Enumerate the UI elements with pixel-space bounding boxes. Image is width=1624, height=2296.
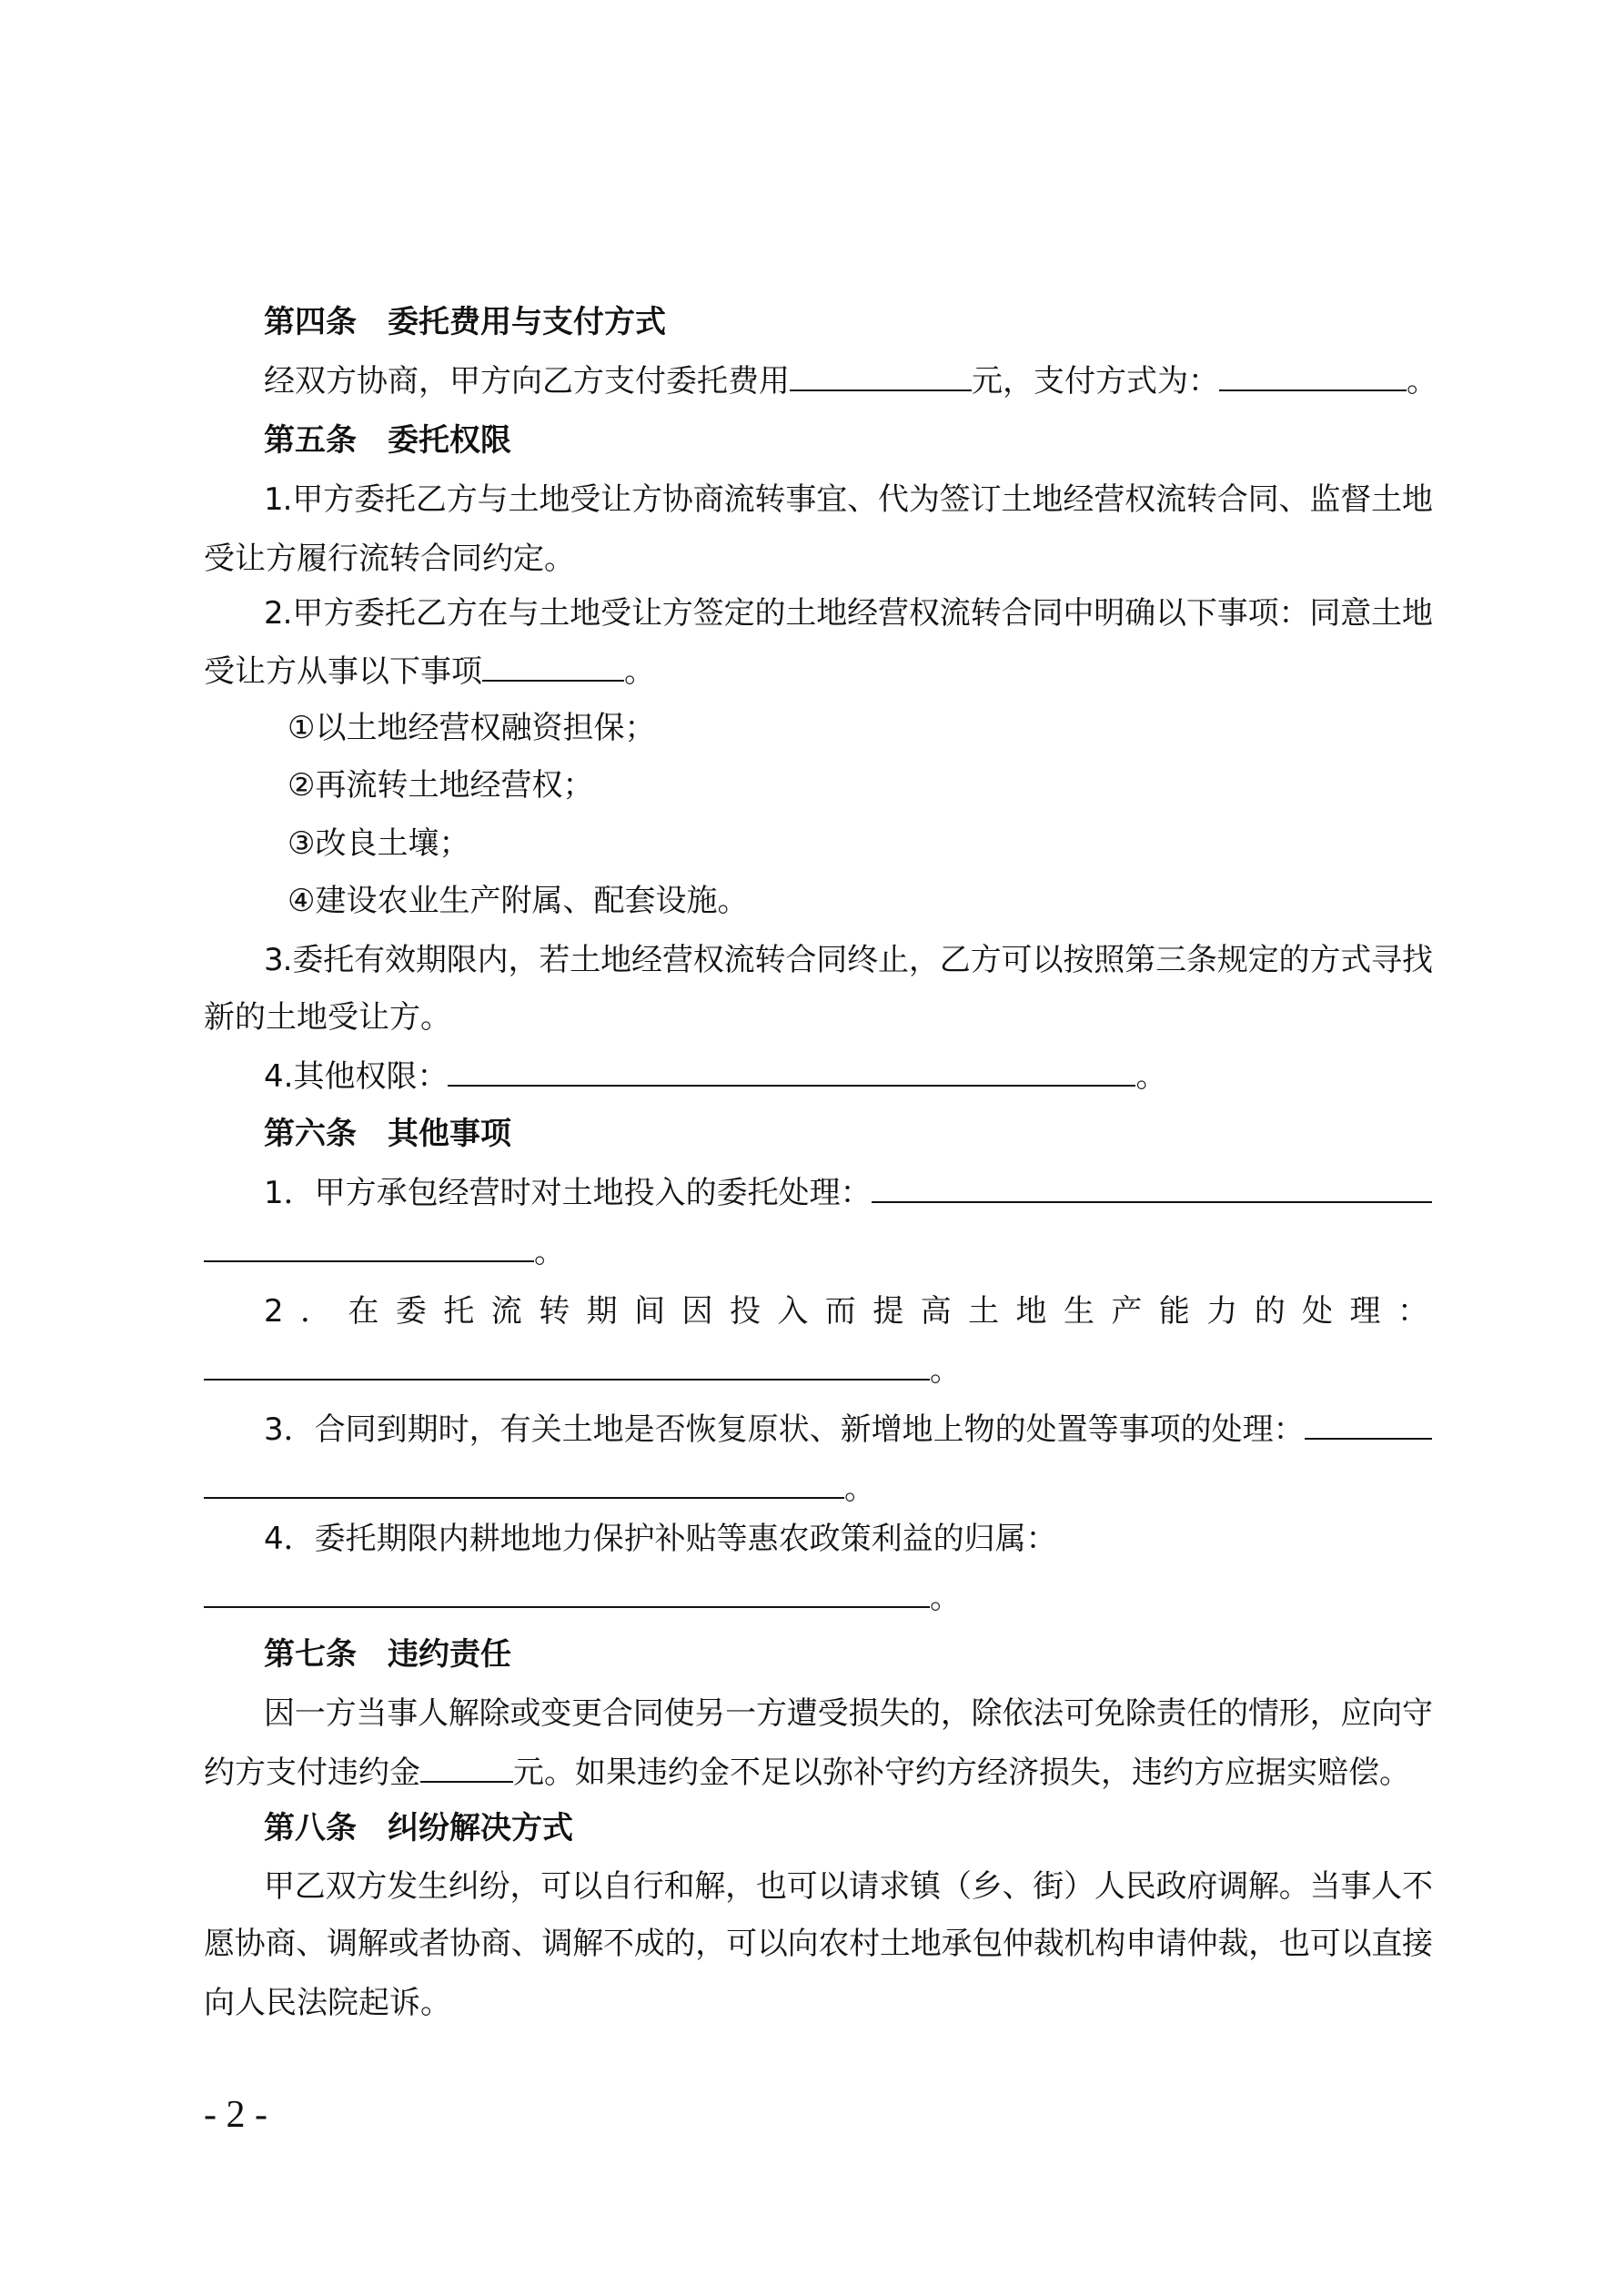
text: 。 — [624, 653, 655, 690]
article8-heading: 第八条 纠纷解决方式 — [264, 1810, 573, 1846]
article6-item1-cont — [204, 1232, 1432, 1272]
article7-line1: 因一方当事人解除或变更合同使另一方遭受损失的，除依法可免除责任的情形，应向守 — [264, 1695, 1432, 1732]
article4-heading: 第四条 委托费用与支付方式 — [264, 304, 666, 340]
text: 。 — [534, 1234, 565, 1270]
payment-method-blank[interactable] — [1219, 362, 1407, 391]
article8-line2: 愿协商、调解或者协商、调解不成的，可以向农村土地承包仲裁机构申请仲裁，也可以直接 — [204, 1926, 1432, 1962]
article6-item4-cont — [204, 1578, 1432, 1618]
article5-item2-line1: 2.甲方委托乙方在与土地受让方签定的土地经营权流转合同中明确以下事项：同意土地 — [264, 595, 1432, 632]
penalty-blank[interactable] — [420, 1754, 513, 1783]
article7-heading: 第七条 违约责任 — [264, 1636, 511, 1673]
page-number: - 2 - — [204, 2094, 267, 2136]
text: 约方支付违约金 — [204, 1755, 420, 1791]
text: 1．甲方承包经营时对土地投入的委托处理： — [264, 1175, 872, 1211]
matters-blank[interactable] — [482, 652, 624, 682]
option-1: ①以土地经营权融资担保； — [287, 710, 656, 746]
text: 。 — [930, 1352, 961, 1389]
text: 4.其他权限： — [264, 1058, 449, 1095]
article4-fee-paragraph — [264, 361, 1437, 401]
text: 元，支付方式为： — [972, 363, 1219, 400]
item4-blank[interactable] — [204, 1579, 930, 1608]
text: 。 — [930, 1580, 961, 1616]
option-4: ④建设农业生产附属、配套设施。 — [287, 883, 749, 919]
article6-item3 — [264, 1410, 1432, 1450]
option-2: ②再流转土地经营权； — [287, 767, 594, 804]
text: 。 — [844, 1471, 875, 1507]
text: 3．合同到期时，有关土地是否恢复原状、新增地上物的处置等事项的处理： — [264, 1411, 1305, 1448]
option-3: ③改良土壤； — [287, 825, 470, 862]
text: 元。如果违约金不足以弥补守约方经济损失，违约方应据实赔偿。 — [513, 1755, 1410, 1791]
article6-item4: 4．委托期限内耕地地力保护补贴等惠农政策利益的归属： — [264, 1521, 1057, 1557]
item3-blank[interactable] — [1305, 1411, 1432, 1440]
fee-blank[interactable] — [790, 362, 972, 391]
text: 受让方从事以下事项 — [204, 653, 482, 690]
article8-line1: 甲乙双方发生纠纷，可以自行和解，也可以请求镇（乡、街）人民政府调解。当事人不 — [264, 1868, 1432, 1905]
article7-line2 — [204, 1753, 1432, 1793]
article5-item1-line1: 1.甲方委托乙方与土地受让方协商流转事宜、代为签订土地经营权流转合同、监督土地 — [264, 481, 1432, 518]
item1-blank[interactable] — [872, 1174, 1432, 1203]
text: 经双方协商，甲方向乙方支付委托费用 — [264, 363, 790, 400]
article6-item2: 2．在委托流转期间因投入而提高土地生产能力的处理： — [264, 1293, 1432, 1330]
article5-item2-line2 — [204, 652, 1432, 692]
text: 。 — [1407, 363, 1437, 400]
article5-heading: 第五条 委托权限 — [264, 422, 511, 459]
article6-item3-cont — [204, 1469, 1432, 1509]
item3-blank-cont[interactable] — [204, 1470, 844, 1499]
article6-heading: 第六条 其他事项 — [264, 1116, 511, 1152]
article5-item3-line1: 3.委托有效期限内，若土地经营权流转合同终止，乙方可以按照第三条规定的方式寻找 — [264, 942, 1432, 978]
article5-item4 — [264, 1057, 1432, 1097]
article5-item3-line2: 新的土地受让方。 — [204, 999, 451, 1036]
article6-item2-cont — [204, 1350, 1432, 1391]
item2-blank[interactable] — [204, 1351, 930, 1381]
item1-blank-cont[interactable] — [204, 1233, 534, 1262]
other-authority-blank[interactable] — [448, 1057, 1135, 1087]
text: 。 — [1135, 1058, 1167, 1095]
article6-item1 — [264, 1173, 1432, 1213]
article5-item1-line2: 受让方履行流转合同约定。 — [204, 541, 575, 577]
article8-line3: 向人民法院起诉。 — [204, 1985, 451, 2021]
